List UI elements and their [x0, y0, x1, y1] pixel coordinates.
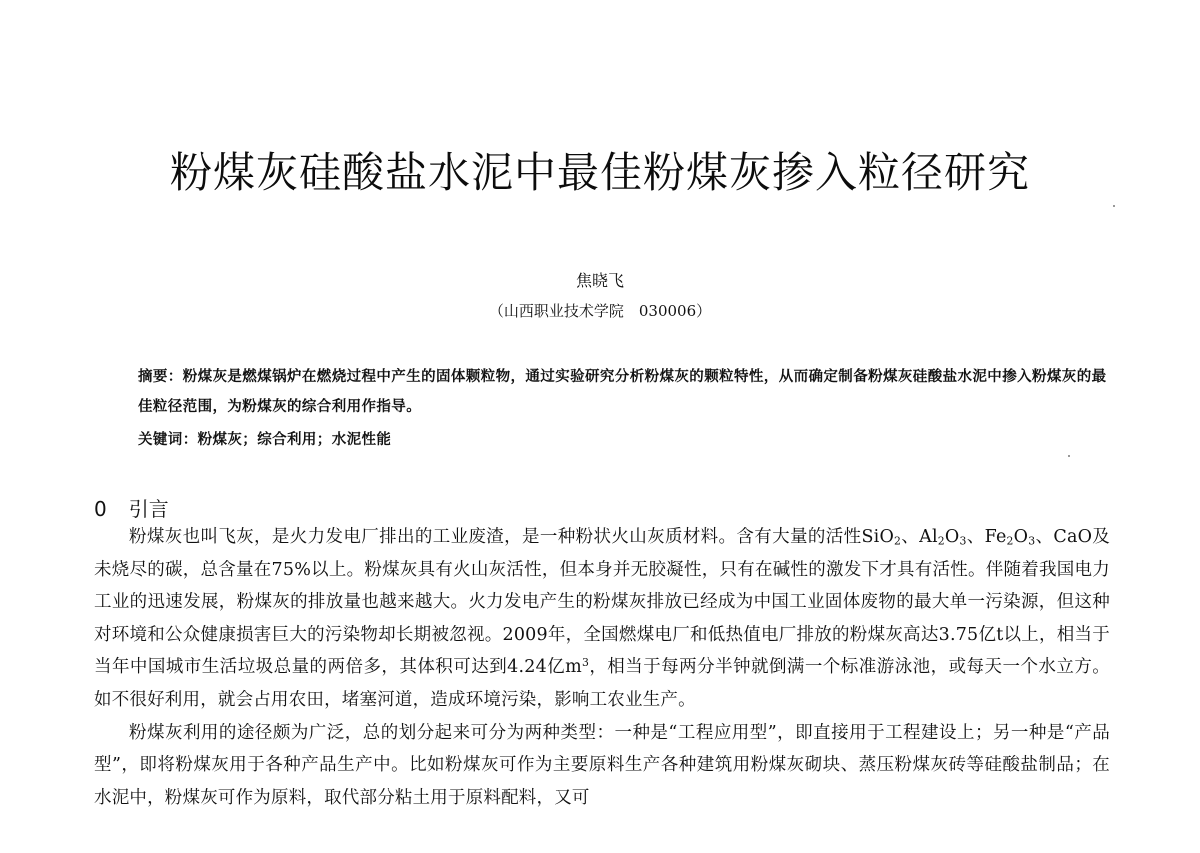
section-number: 0 — [94, 497, 107, 521]
keywords-text: 粉煤灰；综合利用；水泥性能 — [197, 431, 392, 448]
author-affiliation: （山西职业技术学院 030006） — [488, 302, 712, 320]
scan-speck — [1113, 205, 1115, 207]
p1-text-5: O — [1013, 527, 1029, 547]
section-heading — [94, 493, 169, 522]
p1-text-1: 粉煤灰也叫飞灰，是火力发电厂排出的工业废渣，是一种粉状火山灰质材料。含有大量的活性SiO — [129, 527, 894, 547]
author-name: 焦晓飞 — [575, 271, 624, 290]
p1-sub-2: 2 — [937, 534, 945, 548]
section-title: 引言 — [128, 497, 169, 521]
p1-sub-4: 2 — [1006, 534, 1014, 548]
paper-title: 粉煤灰硅酸盐水泥中最佳粉煤灰掺入粒径研究 — [169, 148, 1030, 197]
p1-sup-1: 3 — [581, 656, 590, 670]
abstract — [138, 362, 1110, 422]
p1-text-3: O — [944, 527, 960, 547]
scan-speck — [1068, 455, 1070, 457]
p1-sub-5: 3 — [1028, 534, 1036, 548]
body-text — [94, 521, 1110, 814]
p1-sub-1: 2 — [894, 534, 902, 548]
paragraph-1 — [94, 521, 1110, 717]
p1-text-6: 、CaO及未烧尽的碳，总含量在75%以上。粉煤灰具有火山灰活性，但本身并无胶凝性，只有在碱性的激发下才具有活性。伴随着我国电力工业的迅速发展，粉煤灰的排放量也越来越大。火力发电产生的粉煤灰排放已经成为中国工业固体废物的最大单一污染源，但这种对环境和公众健康损害巨大的污染物却长期被忽视。2009年，全国燃煤电厂和低热值电厂排放的粉煤灰高达3.75亿t以上，相当于当年中国城市生活垃圾总量的两倍多，其体积可达到4.24亿m — [94, 527, 1110, 678]
p1-text-7: ，相当于每两分半钟就倒满一个标准游泳池，或每天一个水立方。如不很好利用，就会占用农田，堵塞河道，造成环境污染，影响工农业生产。 — [94, 657, 1110, 710]
paragraph-2: 粉煤灰利用的途径颇为广泛，总的划分起来可分为两种类型：一种是“工程应用型”，即直接用于工程建设上；另一种是“产品型”，即将粉煤灰用于各种产品生产中。比如粉煤灰可作为主要原料生产各种建筑用粉煤灰砌块、蒸压粉煤灰砖等硅酸盐制品；在水泥中，粉煤灰可作为原料，取代部分粘土用于原料配料，又可 — [94, 722, 1110, 808]
p1-sub-3: 3 — [959, 534, 967, 548]
p1-text-4: 、Fe — [966, 527, 1007, 547]
p1-text-2: 、Al — [901, 527, 938, 547]
abstract-label: 摘要： — [138, 368, 183, 385]
keywords-label: 关键词： — [138, 431, 198, 448]
keywords — [138, 428, 1110, 449]
abstract-text: 粉煤灰是燃煤锅炉在燃烧过程中产生的固体颗粒物，通过实验研究分析粉煤灰的颗粒特性，从而确定制备粉煤灰硅酸盐水泥中掺入粉煤灰的最佳粒径范围，为粉煤灰的综合利用作指导。 — [138, 368, 1107, 415]
